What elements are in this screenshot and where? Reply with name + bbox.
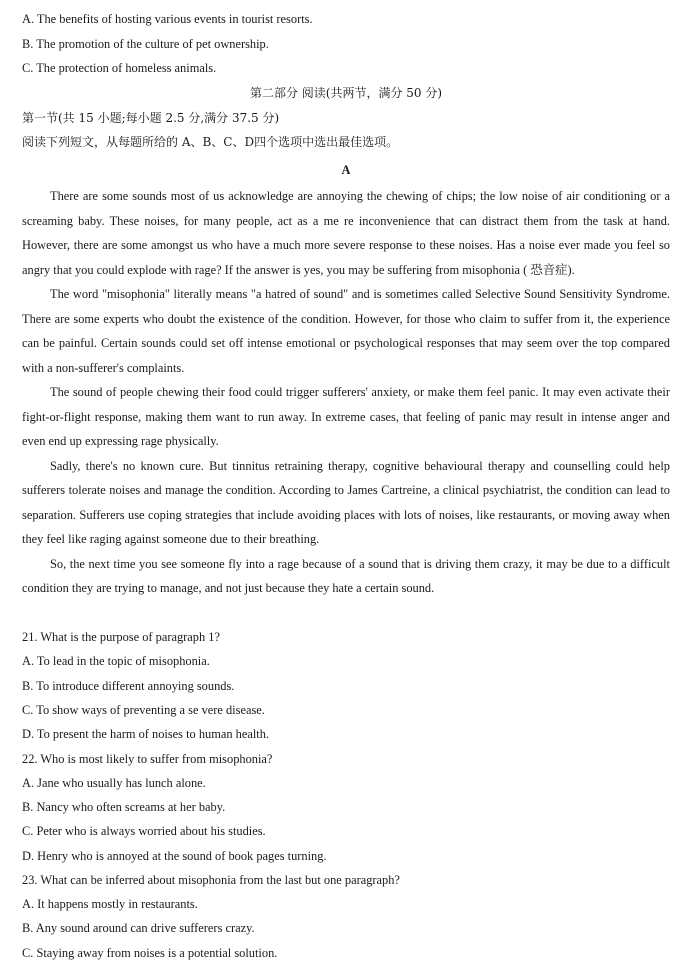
paragraph-5: So, the next time you see someone fly into a rage because of a sound that is driving them crazy, it may be due to a difficult condition they are trying to manage, and not just because they hate a certain sound. (22, 556, 670, 595)
question-22-option-c: C. Peter who is always worried about his studies. (22, 824, 266, 838)
question-21-option-a: A. To lead in the topic of misophonia. (22, 654, 210, 668)
question-21-option-b: B. To introduce different annoying sounds. (22, 679, 235, 693)
question-21-option-d: D. To present the harm of noises to human health. (22, 727, 270, 741)
paragraph-1: There are some sounds most of us acknowledge are annoying the chewing of chips; the low noise of air conditioning or a screaming baby. These noises, for many people, act as a me re inconvenience that can distract them from the task at hand. However, there are some amongst us who have a much more severe response to these noises. Has a noise ever made you feel so angry that you could explode with rage? If the answer is yes, you may be suffering from misophonia ( 恐音症). (22, 189, 670, 277)
question-22-option-b: B. Nancy who often screams at her baby. (22, 800, 226, 814)
question-23-option-b: B. Any sound around can drive sufferers crazy. (22, 921, 255, 935)
question-23-option-a: A. It happens mostly in restaurants. (22, 897, 198, 911)
part-heading: 第二部分 阅读(共两节，满分 50 分) (249, 86, 443, 100)
paragraph-4: Sadly, there's no known cure. But tinnitus retraining therapy, cognitive behavioural therapy and counselling could help sufferers tolerate noises and manage the condition. According to James Cartreine, a clinical psychiatrist, the condition can lead to separation. Sufferers use coping strategies that include avoiding places with lots of noises, like restaurants, or moving away when they feel like raging against someone due to their breathing. (22, 458, 670, 546)
prev-option-a: A. The benefits of hosting various events in tourist resorts. (22, 12, 313, 26)
question-22-option-d: D. Henry who is annoyed at the sound of book pages turning. (22, 849, 327, 863)
question-23-option-c: C. Staying away from noises is a potential solution. (22, 946, 278, 960)
question-21-stem: 21. What is the purpose of paragraph 1? (22, 630, 220, 644)
question-22-stem: 22. Who is most likely to suffer from misophonia? (22, 752, 273, 766)
section-heading: 第一节(共 15 小题;每小题 2.5 分,满分 37.5 分) (22, 111, 280, 125)
question-23-stem: 23. What can be inferred about misophonia from the last but one paragraph? (22, 873, 400, 887)
passage-label: A (341, 163, 351, 177)
paragraph-2: The word "misophonia" literally means "a hatred of sound" and is sometimes called Selective Sound Sensitivity Syndrome. There are some experts who doubt the existence of the condition. However, for those who claim to suffer from it, the experience can be painful. Certain sounds could set off intense emotional or psychological responses that may seem over the top compared with a non-sufferer's complaints. (22, 287, 670, 375)
question-21-option-c: C. To show ways of preventing a se vere disease. (22, 703, 265, 717)
question-22-option-a: A. Jane who usually has lunch alone. (22, 776, 206, 790)
passage-body (22, 184, 670, 601)
prev-option-c: C. The protection of homeless animals. (22, 61, 217, 75)
prev-option-b: B. The promotion of the culture of pet ownership. (22, 37, 269, 51)
paragraph-3: The sound of people chewing their food could trigger sufferers' anxiety, or make them feel panic. It may even activate their fight-or-flight response, making them want to run away. In extreme cases, that feeling of panic may result in intense anger and even end up expressing rage physically. (22, 385, 670, 448)
instruction: 阅读下列短文，从每题所给的 A、B、C、D四个选项中选出最佳选项。 (22, 135, 399, 149)
